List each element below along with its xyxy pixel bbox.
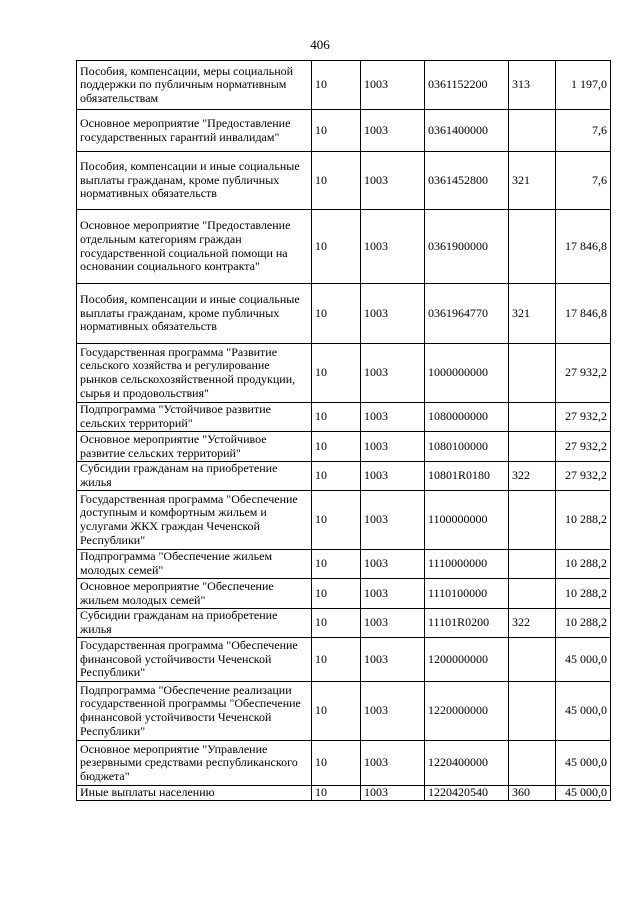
table-row — [77, 786, 611, 801]
cell-rz: 10 — [312, 152, 361, 210]
cell-csr: 1100000000 — [425, 491, 509, 550]
cell-csr: 1220000000 — [425, 682, 509, 741]
table-row — [77, 61, 611, 110]
cell-vr — [509, 403, 556, 432]
cell-vr — [509, 210, 556, 284]
cell-sum: 10 288,2 — [556, 579, 611, 609]
cell-rz: 10 — [312, 61, 361, 110]
cell-vr — [509, 344, 556, 403]
table-row — [77, 152, 611, 210]
cell-prz: 1003 — [361, 403, 425, 432]
cell-csr: 1220400000 — [425, 741, 509, 786]
cell-name: Основное мероприятие "Устойчивое развитие сельских территорий" — [77, 432, 312, 462]
cell-vr — [509, 638, 556, 682]
table-row — [77, 638, 611, 682]
cell-rz: 10 — [312, 110, 361, 152]
cell-vr — [509, 491, 556, 550]
cell-name: Подпрограмма "Обеспечение жильем молодых семей" — [77, 550, 312, 579]
cell-csr: 1000000000 — [425, 344, 509, 403]
cell-name: Пособия, компенсации, меры социальной поддержки по публичным нормативным обязательствам — [77, 61, 312, 110]
cell-rz: 10 — [312, 550, 361, 579]
cell-rz: 10 — [312, 491, 361, 550]
cell-sum: 10 288,2 — [556, 609, 611, 638]
table-row — [77, 403, 611, 432]
cell-csr: 1110000000 — [425, 550, 509, 579]
cell-name: Основное мероприятие "Обеспечение жильем молодых семей" — [77, 579, 312, 609]
cell-prz: 1003 — [361, 284, 425, 344]
cell-rz: 10 — [312, 786, 361, 801]
cell-rz: 10 — [312, 210, 361, 284]
cell-prz: 1003 — [361, 682, 425, 741]
cell-sum: 45 000,0 — [556, 741, 611, 786]
cell-vr: 360 — [509, 786, 556, 801]
cell-prz: 1003 — [361, 432, 425, 462]
cell-sum: 27 932,2 — [556, 344, 611, 403]
cell-vr — [509, 682, 556, 741]
table-row — [77, 344, 611, 403]
cell-csr: 1080100000 — [425, 432, 509, 462]
cell-prz: 1003 — [361, 786, 425, 801]
cell-rz: 10 — [312, 344, 361, 403]
cell-csr: 10801R0180 — [425, 462, 509, 491]
cell-vr: 322 — [509, 609, 556, 638]
cell-prz: 1003 — [361, 110, 425, 152]
cell-sum: 27 932,2 — [556, 432, 611, 462]
cell-sum: 7,6 — [556, 110, 611, 152]
cell-name: Государственная программа "Обеспечение доступным и комфортным жильем и услугами ЖКХ граждан Чеченской Республики" — [77, 491, 312, 550]
table-row — [77, 609, 611, 638]
cell-name: Иные выплаты населению — [77, 786, 312, 801]
cell-sum: 27 932,2 — [556, 462, 611, 491]
cell-name: Основное мероприятие "Предоставление отдельным категориям граждан государственной социальной помощи на основании социального контракта" — [77, 210, 312, 284]
cell-sum: 10 288,2 — [556, 491, 611, 550]
cell-rz: 10 — [312, 579, 361, 609]
budget-table-body — [77, 61, 611, 801]
cell-csr: 1200000000 — [425, 638, 509, 682]
cell-vr — [509, 579, 556, 609]
cell-rz: 10 — [312, 741, 361, 786]
table-row — [77, 110, 611, 152]
cell-rz: 10 — [312, 609, 361, 638]
cell-prz: 1003 — [361, 550, 425, 579]
cell-csr: 1080000000 — [425, 403, 509, 432]
cell-vr — [509, 432, 556, 462]
cell-name: Пособия, компенсации и иные социальные выплаты гражданам, кроме публичных нормативных обязательств — [77, 152, 312, 210]
table-row — [77, 682, 611, 741]
cell-csr: 1220420540 — [425, 786, 509, 801]
cell-name: Субсидии гражданам на приобретение жилья — [77, 609, 312, 638]
cell-prz: 1003 — [361, 491, 425, 550]
cell-vr — [509, 550, 556, 579]
cell-sum: 17 846,8 — [556, 284, 611, 344]
cell-name: Основное мероприятие "Управление резервными средствами республиканского бюджета" — [77, 741, 312, 786]
cell-prz: 1003 — [361, 462, 425, 491]
cell-vr — [509, 110, 556, 152]
table-row — [77, 284, 611, 344]
cell-rz: 10 — [312, 682, 361, 741]
cell-sum: 27 932,2 — [556, 403, 611, 432]
cell-name: Государственная программа "Развитие сельского хозяйства и регулирование рынков сельскохозяйственной продукции, сырья и продовольствия" — [77, 344, 312, 403]
cell-sum: 45 000,0 — [556, 682, 611, 741]
cell-rz: 10 — [312, 638, 361, 682]
cell-name: Основное мероприятие "Предоставление государственных гарантий инвалидам" — [77, 110, 312, 152]
table-row — [77, 579, 611, 609]
table-row — [77, 462, 611, 491]
cell-prz: 1003 — [361, 152, 425, 210]
cell-sum: 45 000,0 — [556, 638, 611, 682]
cell-rz: 10 — [312, 432, 361, 462]
table-row — [77, 741, 611, 786]
page-number: 406 — [310, 37, 330, 52]
cell-csr: 0361400000 — [425, 110, 509, 152]
table-row — [77, 550, 611, 579]
cell-csr: 0361964770 — [425, 284, 509, 344]
cell-prz: 1003 — [361, 579, 425, 609]
cell-name: Подпрограмма "Обеспечение реализации государственной программы "Обеспечение финансовой устойчивости Чеченской Республики" — [77, 682, 312, 741]
cell-name: Государственная программа "Обеспечение финансовой устойчивости Чеченской Республики" — [77, 638, 312, 682]
cell-rz: 10 — [312, 403, 361, 432]
cell-vr: 321 — [509, 152, 556, 210]
cell-prz: 1003 — [361, 61, 425, 110]
cell-rz: 10 — [312, 462, 361, 491]
cell-prz: 1003 — [361, 741, 425, 786]
cell-sum: 17 846,8 — [556, 210, 611, 284]
cell-csr: 0361152200 — [425, 61, 509, 110]
cell-name: Подпрограмма "Устойчивое развитие сельских территорий" — [77, 403, 312, 432]
cell-sum: 1 197,0 — [556, 61, 611, 110]
cell-csr: 11101R0200 — [425, 609, 509, 638]
table-row — [77, 491, 611, 550]
cell-name: Субсидии гражданам на приобретение жилья — [77, 462, 312, 491]
cell-rz: 10 — [312, 284, 361, 344]
cell-prz: 1003 — [361, 609, 425, 638]
cell-prz: 1003 — [361, 210, 425, 284]
cell-name: Пособия, компенсации и иные социальные выплаты гражданам, кроме публичных нормативных обязательств — [77, 284, 312, 344]
cell-vr: 321 — [509, 284, 556, 344]
cell-vr — [509, 741, 556, 786]
cell-sum: 45 000,0 — [556, 786, 611, 801]
budget-table — [76, 60, 611, 801]
cell-sum: 7,6 — [556, 152, 611, 210]
cell-csr: 0361452800 — [425, 152, 509, 210]
cell-vr: 313 — [509, 61, 556, 110]
cell-prz: 1003 — [361, 344, 425, 403]
cell-csr: 1110100000 — [425, 579, 509, 609]
table-row — [77, 432, 611, 462]
table-row — [77, 210, 611, 284]
cell-vr: 322 — [509, 462, 556, 491]
cell-sum: 10 288,2 — [556, 550, 611, 579]
cell-csr: 0361900000 — [425, 210, 509, 284]
cell-prz: 1003 — [361, 638, 425, 682]
